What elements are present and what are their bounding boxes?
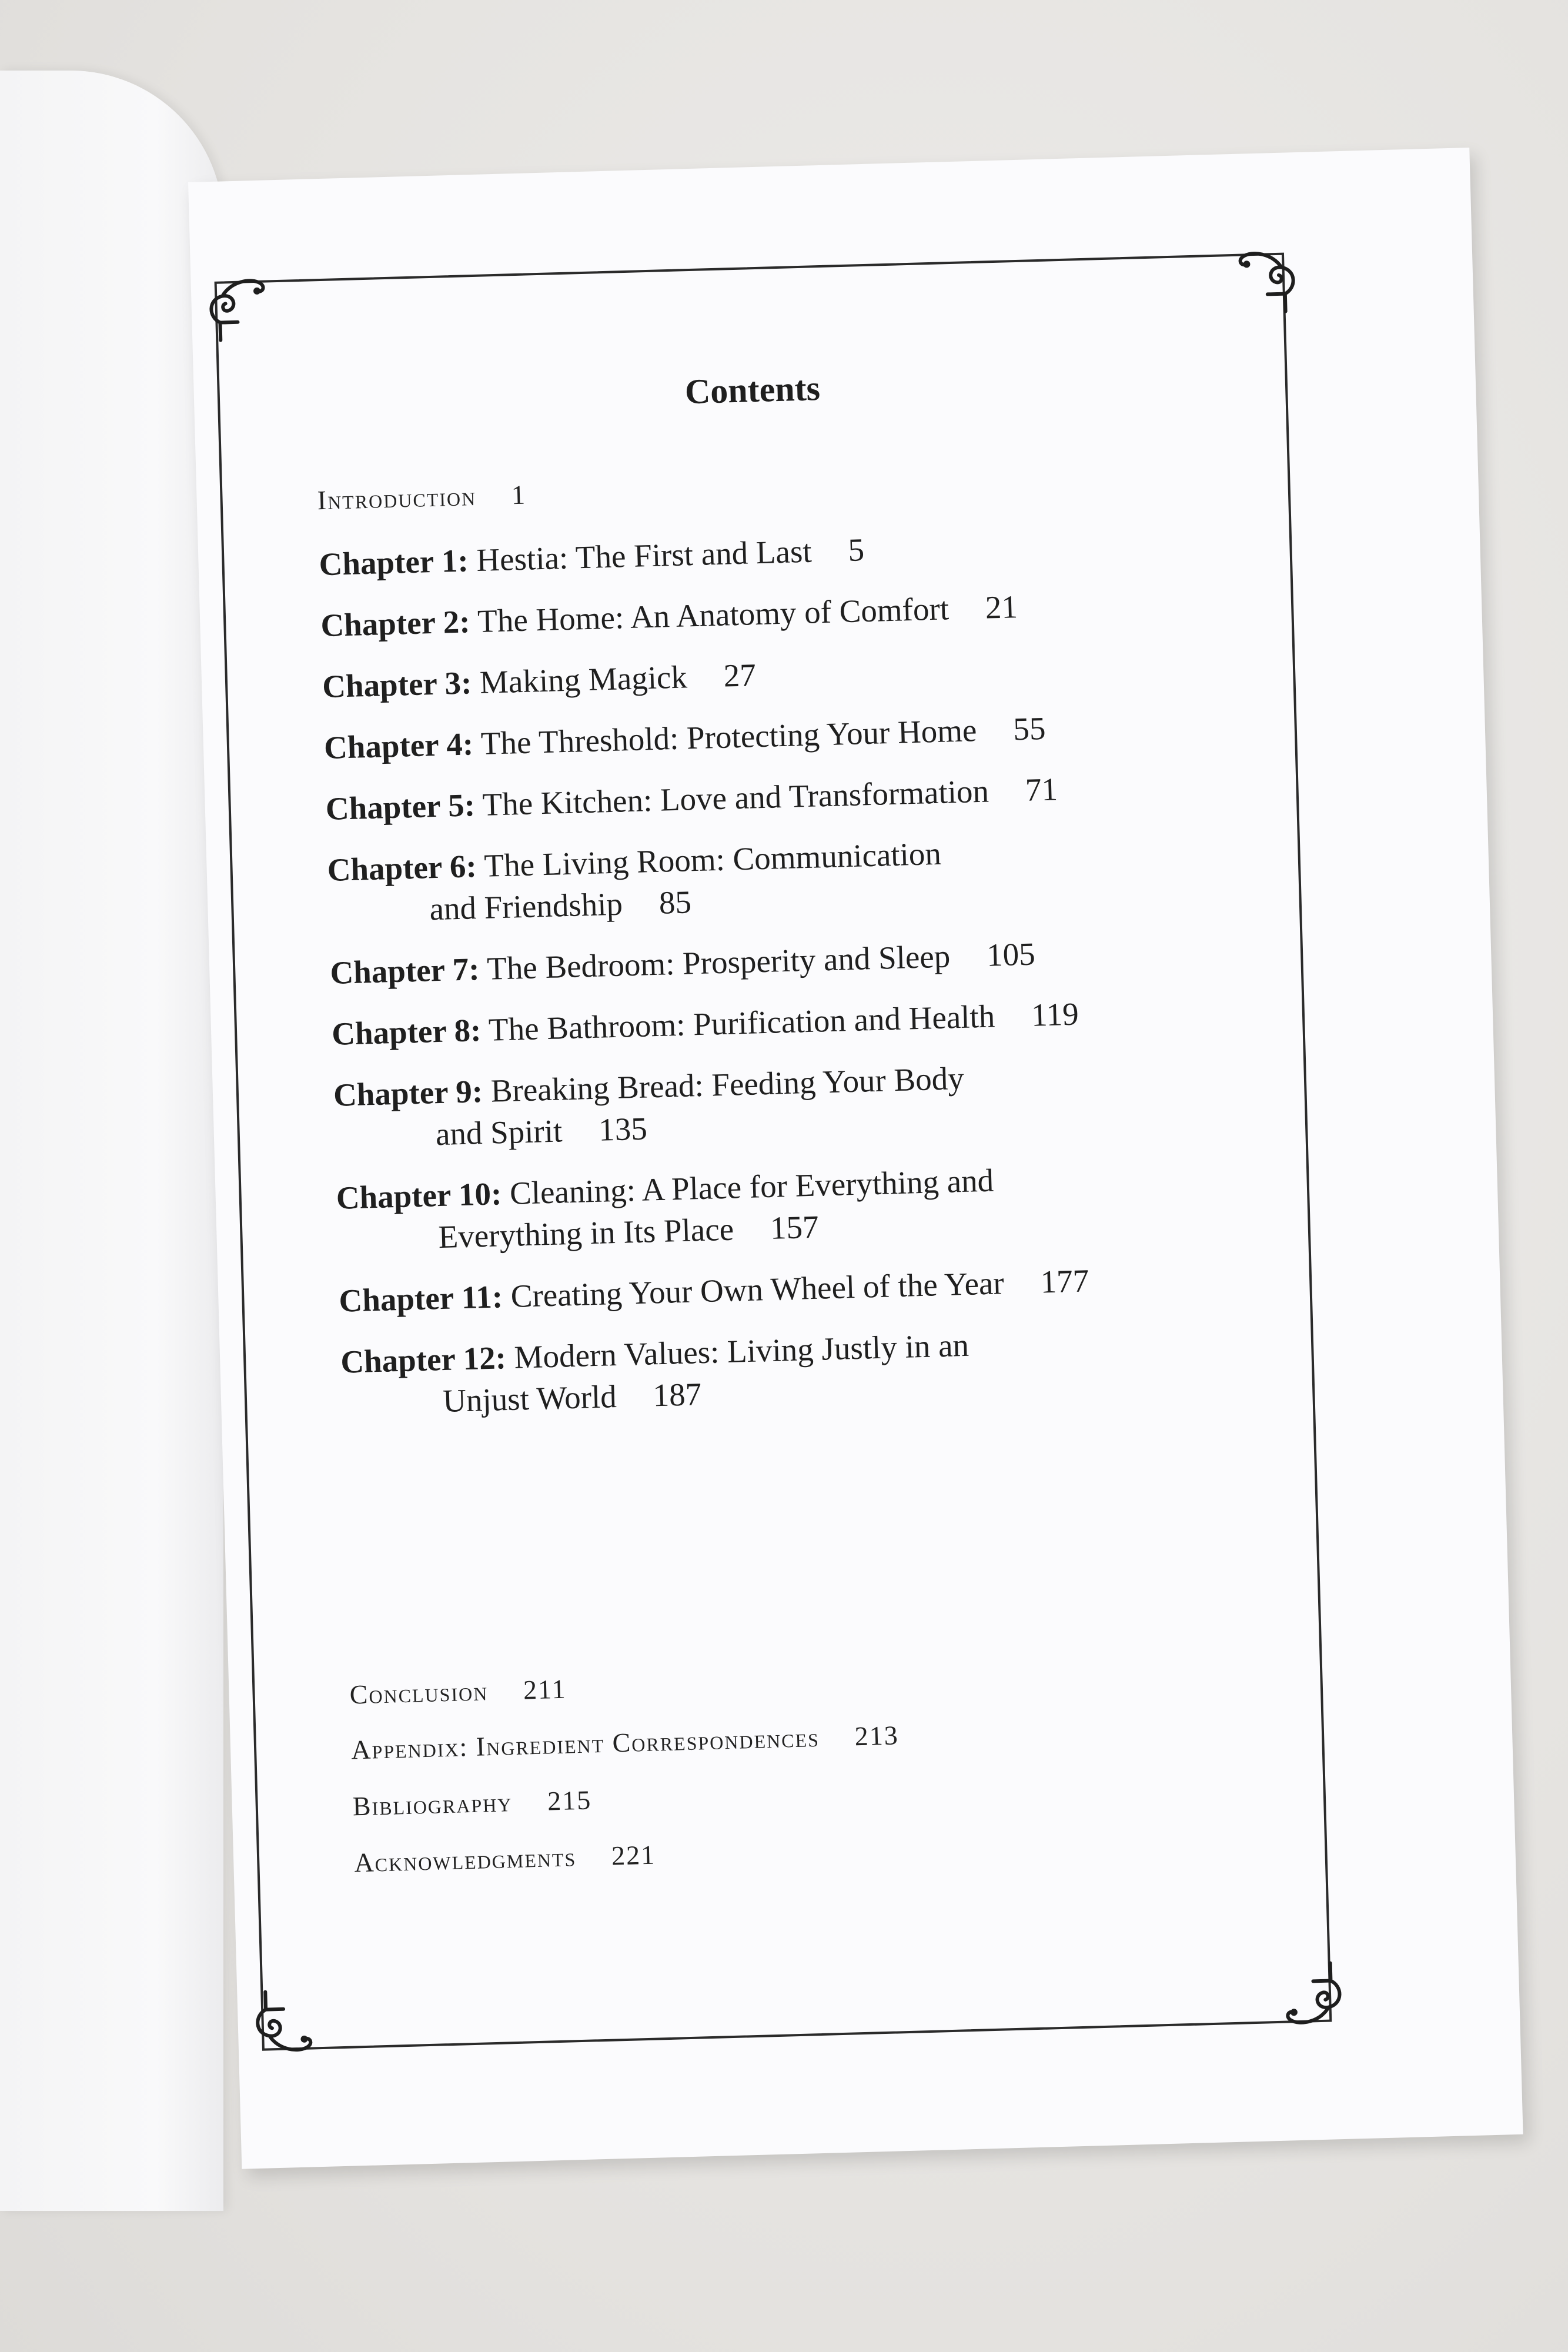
contents-page [188, 148, 1523, 2169]
toc-entry-chapter-7[interactable] [329, 927, 1271, 994]
entry-label: Bibliography [352, 1787, 513, 1822]
entry-page-number: 55 [1012, 710, 1047, 747]
chapter-label: Chapter 7: [329, 951, 480, 991]
toc-entry-chapter-8[interactable] [331, 988, 1272, 1055]
entry-page-number: 27 [723, 657, 757, 694]
chapter-label: Chapter 9: [333, 1073, 483, 1113]
entry-page-number: 211 [523, 1673, 567, 1705]
entry-page-number: 215 [547, 1785, 592, 1816]
entry-page-number: 5 [847, 532, 865, 568]
chapter-label: Chapter 8: [331, 1012, 482, 1052]
chapter-title: Cleaning: A Place for Everything and [509, 1162, 994, 1211]
toc-entry-chapter-2[interactable] [320, 579, 1262, 646]
chapter-title: The Kitchen: Love and Transformation [482, 773, 989, 823]
chapter-label: Chapter 1: [318, 542, 469, 583]
toc-entry-chapter-3[interactable] [322, 640, 1263, 707]
chapter-label: Chapter 3: [322, 664, 473, 705]
entry-label: Introduction [317, 480, 477, 516]
entry-label: Conclusion [349, 1676, 489, 1710]
chapter-title-continued: and Spirit [435, 1112, 563, 1152]
chapter-title: Breaking Bread: Feeding Your Body [490, 1060, 965, 1109]
corner-ornament-top-right [1219, 229, 1309, 319]
chapter-label: Chapter 12: [340, 1339, 507, 1380]
entry-page-number: 221 [611, 1839, 656, 1871]
chapter-label: Chapter 2: [320, 603, 471, 644]
entry-label: Acknowledgments [353, 1842, 577, 1878]
chapter-title: Hestia: The First and Last [476, 533, 813, 578]
chapter-list [319, 518, 1283, 1444]
corner-ornament-bottom-right [1265, 1956, 1356, 2047]
chapter-title: Modern Values: Living Justly in an [513, 1327, 969, 1375]
chapter-label: Chapter 4: [323, 726, 474, 766]
chapter-label: Chapter 6: [326, 848, 477, 888]
chapter-label: Chapter 10: [335, 1175, 503, 1216]
chapter-title: Creating Your Own Wheel of the Year [510, 1265, 1005, 1314]
chapter-title: The Home: An Anatomy of Comfort [477, 590, 950, 639]
entry-page-number: 177 [1039, 1262, 1089, 1300]
entry-page-number: 85 [658, 884, 692, 921]
entry-page-number: 105 [986, 936, 1036, 973]
chapter-title-continued: Unjust World [442, 1378, 617, 1419]
entry-page-number: 157 [770, 1208, 820, 1246]
entry-page-number: 187 [652, 1376, 702, 1414]
toc-entry-chapter-9[interactable] [333, 1049, 1275, 1158]
chapter-label: Chapter 11: [338, 1278, 503, 1319]
chapter-title: The Threshold: Protecting Your Home [480, 712, 978, 761]
entry-page-number: 71 [1025, 771, 1058, 808]
entry-page-number: 119 [1031, 995, 1079, 1033]
toc-entry-introduction[interactable] [317, 479, 527, 516]
left-page [0, 71, 223, 2211]
toc-entry-bibliography[interactable] [352, 1784, 592, 1822]
chapter-title-continued: Everything in Its Place [437, 1211, 734, 1255]
chapter-title: The Living Room: Communication [483, 835, 942, 884]
toc-entry-chapter-6[interactable] [327, 824, 1269, 933]
toc-entry-conclusion[interactable] [349, 1673, 567, 1710]
corner-ornament-bottom-left [242, 1984, 332, 2075]
entry-page-number: 213 [854, 1720, 900, 1752]
chapter-title: The Bathroom: Purification and Health [488, 998, 996, 1048]
entry-page-number: 135 [598, 1110, 648, 1148]
entry-label: Appendix: Ingredient Correspondences [350, 1722, 820, 1765]
chapter-title-continued: and Friendship [429, 886, 623, 927]
entry-page-number: 21 [985, 589, 1018, 626]
toc-entry-chapter-11[interactable] [339, 1254, 1280, 1321]
contents-heading: Contents [684, 369, 821, 412]
toc-entry-chapter-12[interactable] [340, 1315, 1282, 1424]
corner-ornament-top-left [195, 256, 286, 347]
toc-entry-chapter-10[interactable] [336, 1152, 1278, 1261]
toc-entry-chapter-5[interactable] [325, 763, 1266, 830]
toc-entry-chapter-4[interactable] [323, 701, 1265, 769]
chapter-title: Making Magick [479, 659, 688, 700]
chapter-title: The Bedroom: Prosperity and Sleep [486, 938, 951, 987]
chapter-label: Chapter 5: [325, 787, 476, 827]
entry-page-number: 1 [511, 479, 527, 510]
